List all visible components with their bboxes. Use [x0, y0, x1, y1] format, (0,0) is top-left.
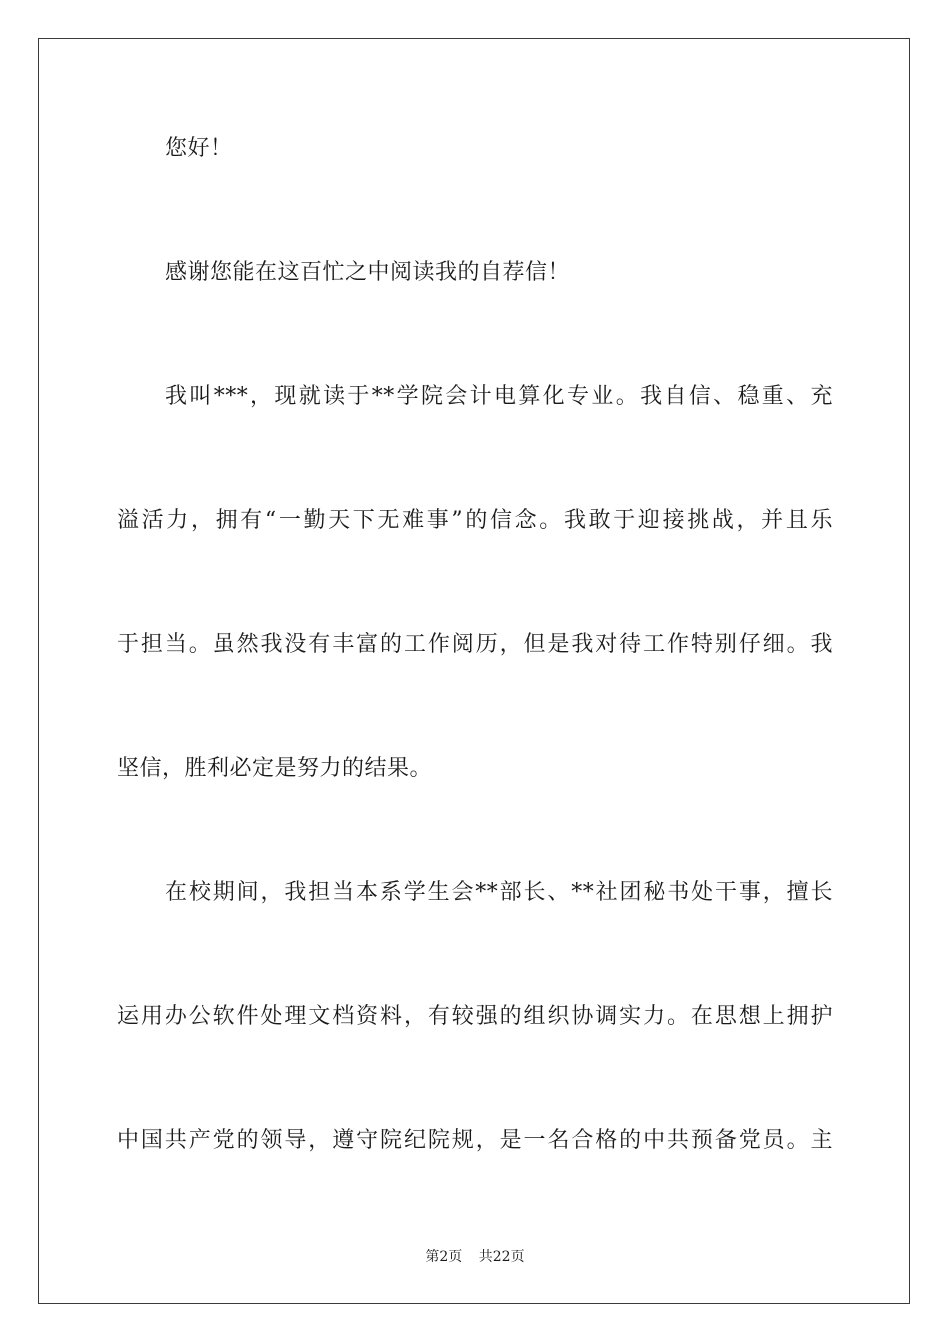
- paragraph-line-intro-2: 溢活力，拥有“一勤天下无难事”的信念。我敢于迎接挑战，并且乐: [117, 508, 833, 533]
- page-total: 共22页: [478, 1249, 525, 1265]
- page-number: 第2页: [425, 1249, 463, 1265]
- paragraph-line-intro-3: 于担当。虽然我没有丰富的工作阅历，但是我对待工作特别仔细。我: [117, 632, 833, 657]
- page-footer: [0, 1248, 950, 1266]
- paragraph-line-school-2: 运用办公软件处理文档资料，有较强的组织协调实力。在思想上拥护: [117, 1004, 833, 1029]
- paragraph-line-thanks: 感谢您能在这百忙之中阅读我的自荐信！: [165, 260, 571, 285]
- greeting-line: 您好！: [165, 136, 233, 161]
- paragraph-line-school-3: 中国共产党的领导，遵守院纪院规，是一名合格的中共预备党员。主: [117, 1128, 833, 1153]
- paragraph-line-school-1: 在校期间，我担当本系学生会**部长、**社团秘书处干事，擅长: [165, 880, 833, 905]
- paragraph-line-intro-4: 坚信，胜利必定是努力的结果。: [117, 756, 433, 781]
- page-border: [38, 38, 910, 1304]
- paragraph-line-intro-1: 我叫***，现就读于**学院会计电算化专业。我自信、稳重、充: [165, 384, 833, 409]
